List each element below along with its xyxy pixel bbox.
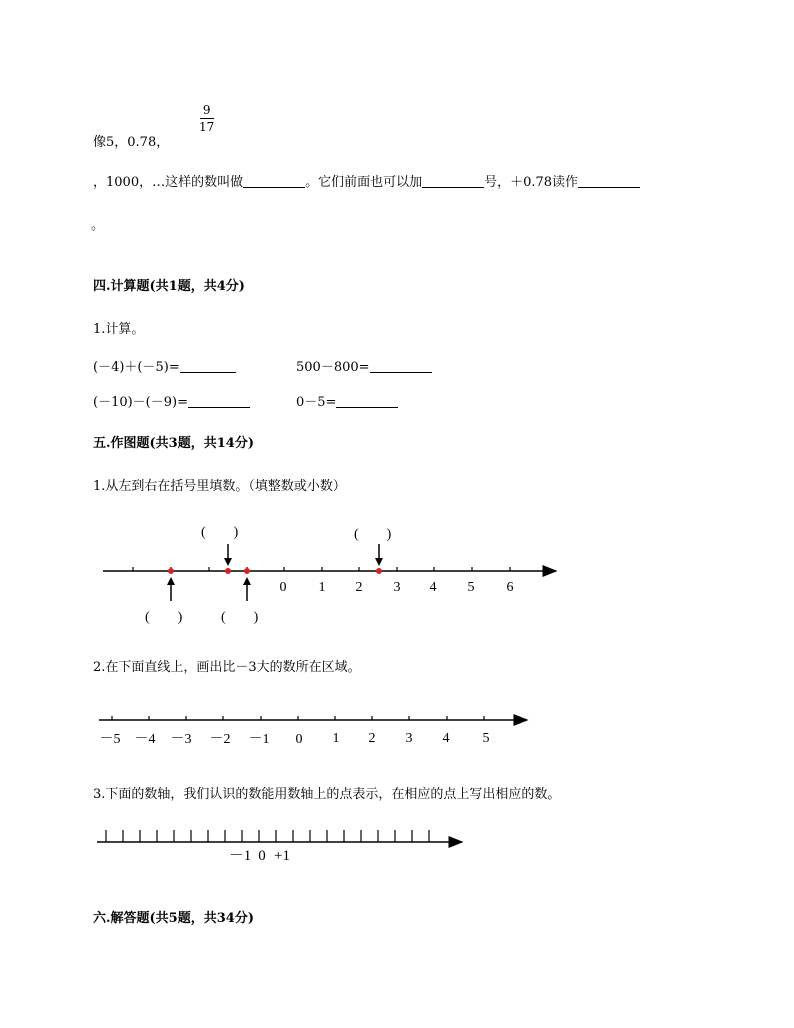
- tick-labels: [229, 848, 290, 864]
- calc-item-2-blank[interactable]: [370, 359, 432, 373]
- point-marker: [225, 568, 231, 574]
- section-5-q3: 3.下面的数轴，我们认识的数能用数轴上的点表示，在相应的点上写出相应的数。: [93, 787, 561, 802]
- section-4-heading: 四.计算题(共1题，共4分): [93, 279, 245, 294]
- tick-labels: [280, 580, 514, 595]
- tick-label-6: 6: [506, 580, 514, 595]
- intro-line-2-part-a: ，1000，…这样的数叫做: [93, 175, 244, 190]
- tick-label-1: 1: [332, 731, 340, 746]
- section-5-q1: 1.从左到右在括号里填数。（填整数或小数）: [93, 479, 346, 494]
- intro-line-2: [93, 171, 640, 190]
- calc-item-3-blank[interactable]: [188, 394, 250, 408]
- paren-blank-1[interactable]: ( ): [201, 525, 239, 540]
- tick-label-neg3: －3: [170, 732, 192, 747]
- blank-2[interactable]: [422, 174, 484, 188]
- paren-blank-3[interactable]: ( ): [145, 610, 183, 625]
- paren-blank-2[interactable]: ( ): [354, 527, 392, 542]
- arrow-up-head: [167, 577, 175, 585]
- calc-item-1-blank[interactable]: [180, 359, 236, 373]
- section-6-heading: 六.解答题(共5题，共34分): [93, 911, 254, 926]
- tick-label-0: 0: [295, 732, 303, 747]
- fraction-bar: [200, 118, 214, 119]
- tick-label-0: 0: [258, 848, 266, 864]
- tick-label-3: 3: [393, 580, 401, 595]
- fraction-9-17: [199, 103, 214, 134]
- tick-label-2: 2: [368, 731, 376, 746]
- tick-label-0: 0: [279, 580, 287, 595]
- point-marker: [168, 568, 174, 574]
- arrow-down-head: [375, 558, 383, 566]
- tick-label-1: 1: [318, 580, 326, 595]
- calc-item-1-text: (－4)＋(－5)=: [93, 360, 180, 375]
- intro-line-1: 像5，0.78，: [93, 135, 170, 150]
- tick-label-neg1: －1: [228, 848, 252, 864]
- calc-item-3-text: (－10)－(－9)=: [93, 395, 188, 410]
- section-5-heading: 五.作图题(共3题，共14分): [93, 436, 254, 451]
- point-marker: [244, 568, 250, 574]
- tick-label-neg2: －2: [209, 732, 231, 747]
- calc-item-2: [296, 356, 432, 375]
- fraction-numerator: 9: [202, 103, 211, 117]
- tick-label-pos1: +1: [274, 848, 290, 864]
- arrow-up-head: [243, 577, 251, 585]
- section-4-q1-label: 1.计算。: [93, 322, 145, 337]
- tick-label-5: 5: [482, 731, 490, 746]
- tick-label-4: 4: [442, 731, 450, 746]
- number-line-1: [0, 515, 794, 630]
- calc-item-1: [93, 356, 236, 375]
- calc-item-4-text: 0－5=: [296, 395, 337, 410]
- answer-parentheses: [145, 525, 392, 625]
- tick-labels: [100, 731, 490, 747]
- intro-line-3: 。: [91, 218, 105, 233]
- pointer-arrows: [167, 544, 383, 601]
- calc-item-4-blank[interactable]: [336, 394, 398, 408]
- number-line-2: [0, 705, 794, 750]
- tick-label-neg4: －4: [134, 732, 156, 747]
- axis-ticks: [106, 830, 429, 842]
- paren-blank-4[interactable]: ( ): [221, 610, 259, 625]
- number-line-3: [0, 822, 794, 866]
- tick-label-4: 4: [429, 580, 437, 595]
- calc-item-3: [93, 391, 250, 410]
- arrow-down-head: [224, 558, 232, 566]
- tick-label-3: 3: [405, 731, 413, 746]
- blank-3[interactable]: [578, 174, 640, 188]
- calc-item-2-text: 500－800=: [296, 360, 370, 375]
- intro-line-2-part-b: 。它们前面也可以加: [305, 175, 423, 190]
- calc-item-4: [296, 391, 398, 410]
- intro-line-2-part-c: 号，＋0.78读作: [484, 175, 579, 190]
- point-marker: [376, 568, 382, 574]
- tick-label-5: 5: [467, 580, 475, 595]
- tick-label-neg1: －1: [248, 732, 270, 747]
- tick-label-2: 2: [355, 580, 363, 595]
- tick-label-neg5: －5: [99, 732, 121, 747]
- fraction-denominator: 17: [199, 120, 215, 134]
- section-5-q2: 2.在下面直线上，画出比－3大的数所在区域。: [93, 660, 361, 675]
- blank-1[interactable]: [243, 174, 305, 188]
